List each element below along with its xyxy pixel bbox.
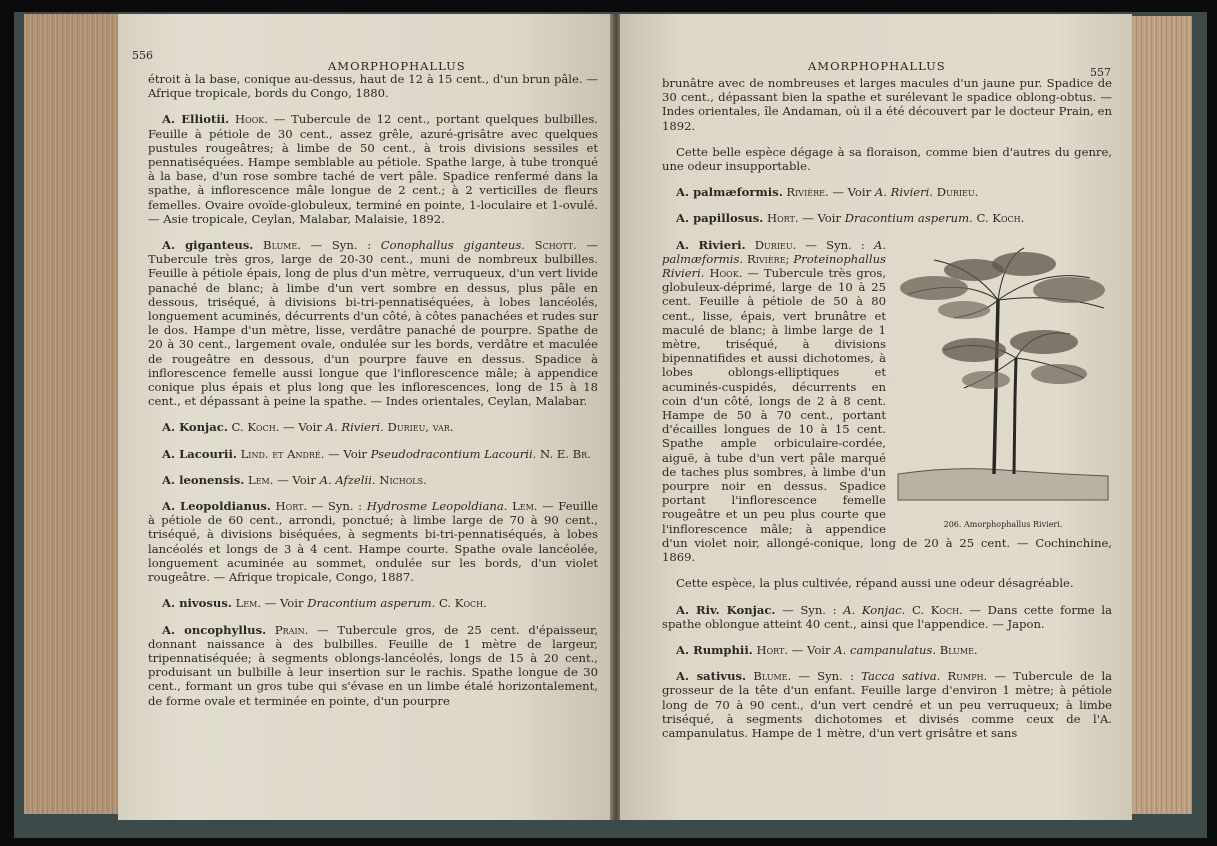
cross-reference-authority: Nichols.: [379, 472, 427, 487]
entry-nivosus: [148, 596, 598, 610]
entry-text: — Tubercule de la grosseur de la tête d'un enfant. Feuille large d'environ 1 mètre; à pétiole long de 70 à 90 cent., d'un vert cendré et un peu verruqueux; à limbe triséqué, à segments dichotomes et divisés comme ceux de l'A. campanulatus. Hampe de 1 mètre, d'un vert grisâtre et sans: [662, 669, 1113, 740]
entry-authority: C. Koch.: [231, 420, 280, 435]
synonym: Conophallus giganteus.: [380, 238, 525, 253]
entry-leopoldianus: [148, 499, 598, 584]
synonym-authority: Hook.: [709, 266, 743, 281]
entry-papillosus: [662, 211, 1112, 225]
synonym: A. palmæformis.: [662, 237, 887, 266]
entry-text: — Voir: [277, 472, 316, 487]
cross-reference: A. campanulatus.: [834, 642, 937, 657]
entry-authority: Lem.: [235, 596, 262, 611]
entry-sativus: [662, 669, 1112, 740]
entry-text: — Tubercule gros, de 25 cent. d'épaisseur, donnant naissance à des bulbilles. Feuille de 1 mètre de largeur, tripennatiséquée; à segments oblongs-lancéolés, longs de 15 à 20 cent., produisant un bulbille à leur insertion sur le rachis. Spathe longue de 30 cent., formant un gros tube qui s'évase en un limbe étalé horizontalement, de forme ovale et terminée en pointe, d'un pourpre: [148, 622, 599, 708]
cross-reference: A. Rivieri.: [874, 185, 934, 200]
synonym: Hydrosme Leopoldiana.: [366, 499, 508, 514]
synonym: Proteinophallus Rivieri.: [662, 251, 887, 281]
running-head: AMORPHOPHALLUS: [808, 59, 946, 73]
synonym: A. Konjac.: [843, 602, 906, 617]
continuation-paragraph: brunâtre avec de nombreuses et larges macules d'un jaune pur. Spadice de 30 cent., dépassant bien la spathe et surélevant le spadice oblong-obtus. — Indes orientales, île Andaman, où il a été découvert par le docteur Prain, en 1892.: [662, 76, 1112, 133]
figure-caption: 206. Amorphophallus Rivieri.: [943, 519, 1063, 529]
entry-lacourii: [148, 447, 598, 461]
figure-amorphophallus-rivieri: [894, 238, 1112, 530]
entry-text: — Tubercule de 12 cent., portant quelques bulbilles. Feuille à pétiole de 30 cent., assez grêle, azuré-grisâtre avec quelques pustules rougeâtres; à limbe de 50 cent., à trois divisions sessiles et pennatiséquées. Hampe semblable au pétiole. Spathe large, à tube tronqué à la base, d'un rose sombre taché de vert pâle. Spadice renfermé dans la spathe, à inflorescence mâle longue de 2 cent.; à 2 verticilles de fleurs femelles. Ovaire ovoïde-globuleux, terminé en pointe, 1-loculaire et 1-ovulé. — Asie tropicale, Ceylan, Malabar, Malaisie, 1892.: [148, 112, 598, 226]
entry-authority: Hook.: [235, 112, 268, 127]
entry-leonensis: [148, 473, 598, 487]
entry-name: A. oncophyllus.: [162, 622, 267, 637]
continuation-paragraph-2: Cette belle espèce dégage à sa floraison, comme bien d'autres du genre, une odeur insupportable.: [662, 144, 1112, 174]
entry-text: — Voir: [832, 185, 872, 200]
synonym-authority: C. Koch.: [911, 602, 963, 617]
upper-leaf-canopy: [900, 248, 1105, 319]
page-number: 557: [1090, 66, 1111, 79]
cross-reference-authority: C. Koch.: [976, 211, 1025, 226]
synonym-authority: Rumph.: [947, 669, 988, 684]
stem-right: [1014, 358, 1016, 474]
syn-prefix: — Syn. :: [782, 602, 837, 617]
left-page: [118, 14, 613, 820]
page-stack-left: [24, 14, 120, 814]
entry-name: A. sativus.: [676, 669, 747, 684]
entry-name: A. Rivieri.: [676, 237, 746, 252]
synonym-authority: Lem.: [512, 499, 538, 514]
entry-authority: Hort.: [766, 211, 799, 226]
cross-reference: Dracontium asperum.: [844, 211, 973, 226]
cross-reference-authority: N. E. Br.: [540, 446, 591, 461]
entry-name: A. leonensis.: [162, 472, 245, 487]
syn-prefix: — Syn. :: [311, 499, 363, 514]
syn-prefix: — Syn. :: [310, 238, 372, 253]
right-text-column: [662, 76, 1112, 752]
cross-reference: Dracontium asperum.: [307, 596, 436, 611]
entry-text: — Voir: [283, 420, 322, 435]
cross-reference-authority: Blume.: [939, 642, 978, 657]
entry-authority: Durieu.: [754, 237, 797, 252]
entry-text: — Voir: [264, 596, 304, 611]
entry-palmaeformis: [662, 185, 1112, 199]
entry-text: — Feuille à pétiole de 60 cent., arrondi, ponctué; à limbe large de 70 à 90 cent., triséqué, à divisions biséquées, à segments bi-tri-pennatiséqués, à lobes lancéolés et longs de 3 à 4 cent. Hampe courte. Spathe ovale lancéolée, longuement acuminée au sommet, ondulée sur les bords, d'un violet rougeâtre. — Afrique tropicale, Congo, 1887.: [148, 499, 599, 585]
entry-name: A. palmæformis.: [676, 185, 783, 200]
cross-reference-authority: Durieu.: [936, 185, 979, 200]
plant-illustration: [894, 238, 1112, 516]
left-text-column: [148, 72, 598, 720]
synonym: Tacca sativa.: [861, 669, 941, 684]
entry-authority: Lind. et André.: [240, 446, 325, 461]
entry-name: A. Konjac.: [162, 420, 228, 435]
cross-reference-authority: Durieu, var.: [387, 420, 454, 435]
entry-authority: Rivière.: [786, 185, 829, 200]
syn-prefix: — Syn. :: [805, 237, 865, 252]
cross-reference: A. Rivieri.: [325, 420, 384, 435]
entry-authority: Prain.: [274, 622, 309, 637]
entry-text: — Tubercule très gros, large de 20-30 cent., muni de nombreux bulbilles. Feuille à pétiole épais, long de plus d'un mètre, verruqueux, d'un vert livide panaché de blanc; à limbe d'un vert sombre en dessus, plus pâle en dessous, triséqué, à divisions bi-tri-pennatiséquées, à lobes lancéolés, longuement acuminés, décurrents d'un côté, à côtes panachées et rudes sur le dos. Hampe d'un mètre, lisse, verdâtre panaché de pourpre. Spathe de 20 à 30 cent., largement ovale, ondulée sur les bords, verdâtre et maculée de rougeâtre en dessous, d'un pourpre fauve en dessus. Spadice à inflorescence femelle aussi longue que l'inflorescence mâle; à appendice conique plus épais et plus long que les inflorescences, long de 15 à 18 cent., et dépassant à peine la spathe. — Indes orientales, Ceylan, Malabar.: [148, 238, 599, 409]
entry-rumphii: [662, 643, 1112, 657]
entry-text: — Voir: [802, 211, 842, 226]
ground: [898, 468, 1108, 499]
entry-authority: Hort.: [275, 499, 308, 514]
right-page: [620, 14, 1132, 820]
syn-prefix: — Syn. :: [798, 669, 854, 684]
entry-text: — Voir: [328, 446, 367, 461]
entry-name: A. Riv. Konjac.: [676, 602, 776, 617]
entry-text: — Voir: [791, 642, 831, 657]
entry-oncophyllus: [148, 623, 598, 708]
cross-reference: A. Afzelii.: [319, 472, 376, 487]
entry-konjac: [148, 420, 598, 434]
continuation-paragraph: étroit à la base, conique au-dessus, haut de 12 à 15 cent., d'un brun pâle. — Afrique tropicale, bords du Congo, 1880.: [148, 72, 598, 101]
entry-authority: Lem.: [248, 472, 274, 487]
synonym-authority: Schott.: [534, 238, 577, 253]
entry-giganteus: [148, 238, 598, 408]
rivieri-note: Cette espèce, la plus cultivée, répand aussi une odeur désagréable.: [676, 576, 1074, 591]
cross-reference-authority: C. Koch.: [438, 596, 487, 611]
entry-name: A. Leopoldianus.: [162, 499, 271, 514]
entry-name: A. Rumphii.: [676, 642, 753, 657]
entry-authority: Blume.: [263, 238, 301, 253]
entry-name: A. nivosus.: [162, 596, 232, 611]
entry-authority: Hort.: [756, 642, 789, 657]
page-number: 556: [132, 49, 153, 62]
cross-reference: Pseudodracontium Lacourii.: [370, 446, 537, 461]
entry-text: — Dans cette forme la spathe oblongue atteint 40 cent., ainsi que l'appendice. — Japon.: [662, 602, 1113, 631]
entry-name: A. giganteus.: [162, 238, 254, 253]
entry-text: — Tubercule très gros, globuleux-déprimé, large de 10 à 25 cent. Feuille à pétiole de 50 à 80 cent., lisse, épais, vert brunâtre et maculé de blanc; à limbe large de 1 mètre, triséqué, à divisions bipennatifides et aussi dichotomes, à lobes oblongs-elliptiques et acuminés-cuspidés, décurrents en coin d'un côté, longs de 2 à 8 cent. Hampe de 50 à 70 cent., portant d'écailles longues de 10 à 15 cent. Spathe ample orbiculaire-cordée, aiguë, à tube d'un vert pâle marqué de taches plus sombres, à limbe d'un pourpre noir en dessus. Spadice portant l'inflorescence femelle rougeâtre et un peu plus courte que l'inflorescence mâle; à appendice d'un violet noir, allongé-conique, long de 20 à 25 cent. — Cochinchine, 1869.: [662, 266, 1112, 565]
running-head: AMORPHOPHALLUS: [328, 59, 466, 73]
entry-riv-konjac: [662, 603, 1112, 631]
entry-name: A. papillosus.: [676, 211, 764, 226]
entry-name: A. Elliotii.: [162, 112, 230, 127]
entry-elliotii: [148, 112, 598, 226]
page-stack-right: [1128, 16, 1192, 814]
entry-authority: Blume.: [753, 669, 792, 684]
synonym-authority: Rivière;: [747, 251, 790, 266]
entry-name: A. Lacourii.: [162, 446, 237, 461]
